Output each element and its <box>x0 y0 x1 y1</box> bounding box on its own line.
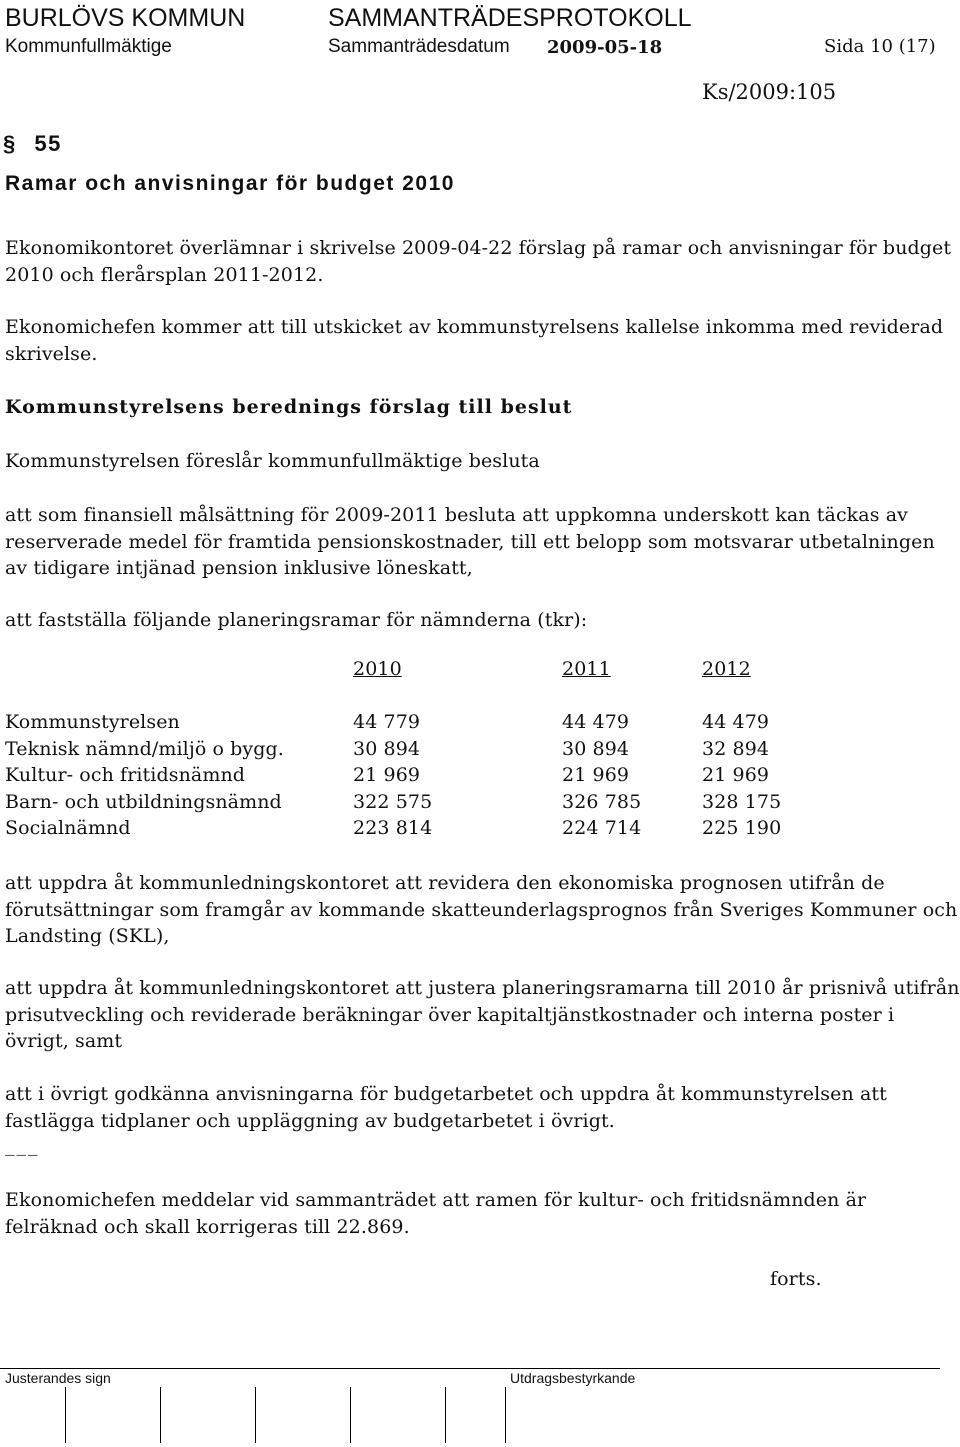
adjuster-signature-label: Justerandes sign <box>5 1370 111 1386</box>
frame-value: 21 969 <box>353 764 421 786</box>
signature-box-divider <box>65 1387 66 1443</box>
proposal-heading: Kommunstyrelsens berednings förslag till beslut <box>5 396 573 418</box>
signature-box-divider <box>350 1387 351 1443</box>
frame-value: 44 479 <box>562 711 630 733</box>
separator-line: ___ <box>5 1134 40 1156</box>
signature-box-divider <box>255 1387 256 1443</box>
section-title: Ramar och anvisningar för budget 2010 <box>5 172 455 195</box>
paragraph-guidelines-approval <box>5 1081 960 1134</box>
paragraph-revision-note <box>5 314 960 367</box>
signature-box-divider <box>505 1387 506 1443</box>
paragraph-text: Ekonomichefen meddelar vid sammanträdet att ramen för kultur- och fritidsnämnden är felräknad och skall korrigeras till 22.869. <box>5 1189 867 1238</box>
frame-value: 30 894 <box>353 737 421 760</box>
signature-box-divider <box>160 1387 161 1443</box>
extract-certification-label: Utdragsbestyrkande <box>510 1370 636 1386</box>
year-header: 2012 <box>702 658 751 680</box>
document-type: SAMMANTRÄDESPROTOKOLL <box>328 4 692 32</box>
meeting-date: 2009-05-18 <box>547 37 663 58</box>
continued-marker: forts. <box>770 1268 822 1290</box>
frame-value: 21 969 <box>702 764 770 786</box>
case-number: Ks/2009:105 <box>702 80 837 104</box>
signature-box-divider <box>445 1387 446 1443</box>
paragraph-text: Ekonomikontoret överlämnar i skrivelse 2009-04-22 förslag på ramar och anvisningar för budget 2010 och flerårsplan 2011-2012. <box>5 237 952 286</box>
committee-name: Socialnämnd <box>5 817 131 839</box>
footer-rule <box>0 1368 940 1369</box>
frame-value: 224 714 <box>562 817 642 839</box>
committee-name: Barn- och utbildningsnämnd <box>5 790 282 813</box>
frame-value: 328 175 <box>702 790 782 813</box>
year-header: 2010 <box>353 658 402 680</box>
section-symbol: § <box>3 131 17 156</box>
committee-name: Kommunstyrelsen <box>5 711 180 733</box>
frame-value: 21 969 <box>562 764 630 786</box>
frame-value: 326 785 <box>562 790 642 813</box>
paragraph-frames-intro <box>5 607 960 634</box>
table-row <box>5 709 781 736</box>
committee-name: Kultur- och fritidsnämnd <box>5 764 246 786</box>
paragraph-text: att som finansiell målsättning för 2009-2011 besluta att uppkomna underskott kan täckas av reserverade medel för framtida pensionskostnader, till ett belopp som motsvarar utbetalningen av tidigare intjänad pension inklusive löneskatt, <box>5 504 935 579</box>
meeting-date-label: Sammanträdesdatum <box>328 36 510 57</box>
frame-value: 322 575 <box>353 790 433 813</box>
paragraph-text: att uppdra åt kommunledningskontoret att justera planeringsramarna till 2010 år prisnivå utifrån prisutveckling och reviderade beräkningar över kapitaltjänstkostnader och interna poster i övrigt, samt <box>5 977 960 1052</box>
paragraph-financial-goal <box>5 502 960 582</box>
table-row <box>5 736 781 763</box>
committee-name: Teknisk nämnd/miljö o bygg. <box>5 737 284 760</box>
page-number: Sida 10 (17) <box>824 36 936 57</box>
paragraph-referral <box>5 235 960 288</box>
frame-value: 30 894 <box>562 737 630 760</box>
year-header: 2011 <box>562 658 611 680</box>
paragraph-text: att i övrigt godkänna anvisningarna för budgetarbetet och uppdra åt kommunstyrelsen att fastlägga tidplaner och uppläggning av budgetarbetet i övrigt. <box>5 1083 887 1132</box>
paragraph-text: Kommunstyrelsen föreslår kommunfullmäktige besluta <box>5 450 540 472</box>
paragraph-forecast-revision <box>5 870 960 950</box>
paragraph-price-adjustment <box>5 975 960 1055</box>
frame-value: 44 779 <box>353 711 421 733</box>
section-heading <box>3 131 62 157</box>
table-row <box>5 815 781 842</box>
paragraph-proposal-intro <box>5 448 960 475</box>
paragraph-text: att uppdra åt kommunledningskontoret att revidera den ekonomiska prognosen utifrån de förutsättningar som framgår av kommande skatteunderlagsprognos från Sveriges Kommuner och Landsting (SKL), <box>5 872 958 947</box>
table-header-row <box>5 656 781 683</box>
frame-value: 223 814 <box>353 817 433 839</box>
frame-value: 32 894 <box>702 737 770 760</box>
municipality-name: BURLÖVS KOMMUN <box>5 4 246 32</box>
paragraph-text: Ekonomichefen kommer att till utskicket av kommunstyrelsens kallelse inkomma med reviderad skrivelse. <box>5 316 944 365</box>
meeting-body: Kommunfullmäktige <box>5 36 172 57</box>
budget-frames-table <box>5 656 781 842</box>
frame-value: 225 190 <box>702 817 782 839</box>
frame-value: 44 479 <box>702 711 770 733</box>
paragraph-text: att fastställa följande planeringsramar för nämnderna (tkr): <box>5 609 588 631</box>
section-number: 55 <box>34 131 62 156</box>
table-row <box>5 789 781 816</box>
paragraph-correction-note <box>5 1187 960 1240</box>
table-row <box>5 762 781 789</box>
